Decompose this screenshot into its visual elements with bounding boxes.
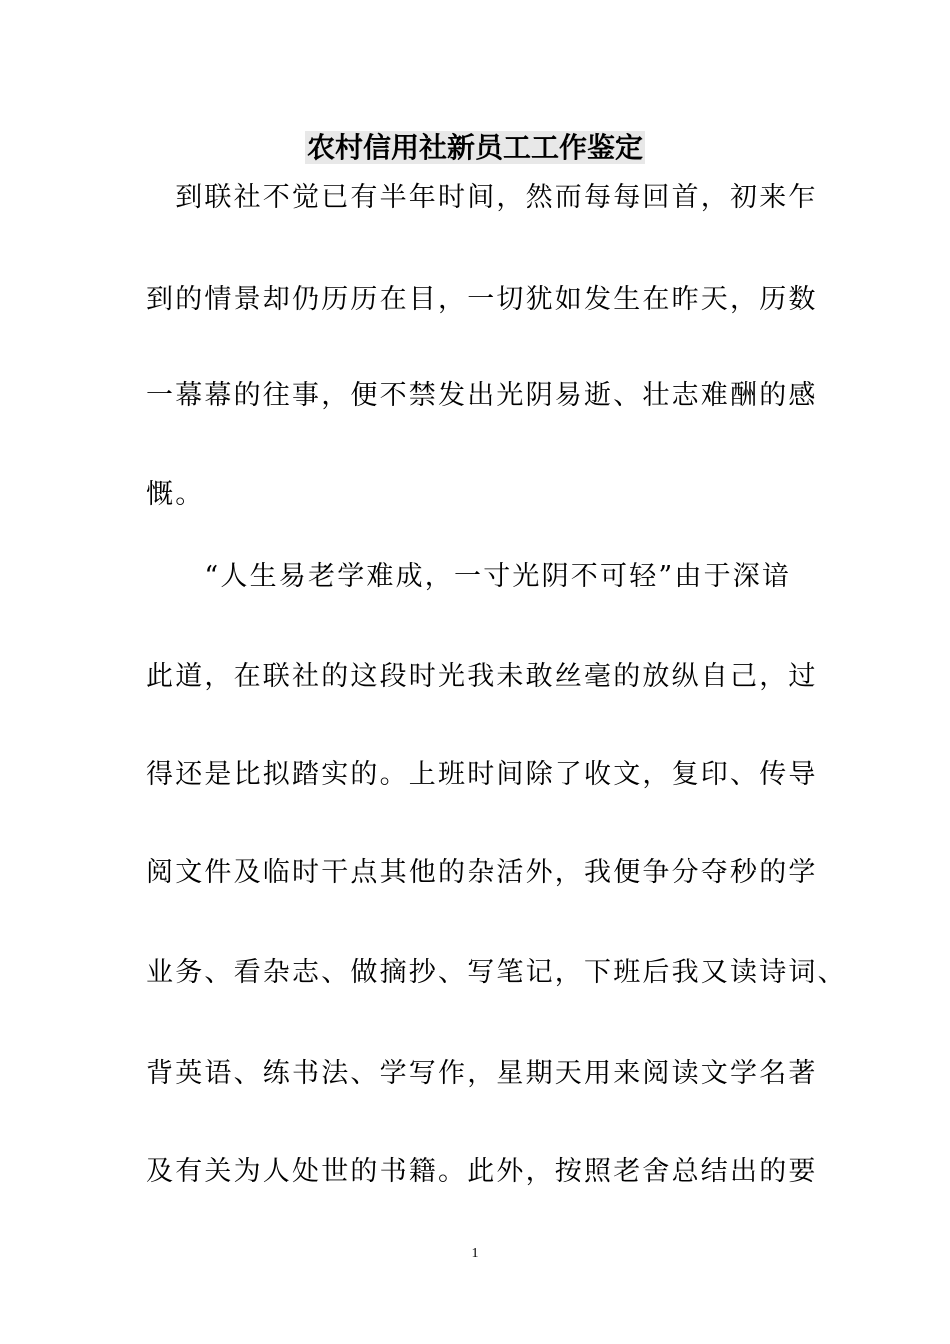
body-line: “人生易老学难成，一寸光阴不可轻”由于深谙 — [146, 561, 792, 592]
body-line: 得还是比拟踏实的。上班时间除了收文，复印、传导 — [146, 759, 818, 790]
body-line: 到联社不觉已有半年时间，然而每每回首，初来乍 — [146, 182, 818, 213]
body-line: 业务、看杂志、做摘抄、写笔记，下班后我又读诗词、 — [146, 957, 847, 988]
body-line: 阅文件及临时干点其他的杂活外，我便争分夺秒的学 — [146, 857, 818, 888]
document-title — [0, 128, 950, 168]
body-line: 到的情景却仍历历在目，一切犹如发生在昨天，历数 — [146, 284, 818, 315]
body-line: 一幕幕的往事，便不禁发出光阴易逝、壮志难酬的感 — [146, 380, 818, 411]
document-title-text: 农村信用社新员工工作鉴定 — [306, 131, 643, 164]
body-line: 背英语、练书法、学写作，星期天用来阅读文学名著 — [146, 1058, 818, 1089]
body-line: 慨。 — [146, 479, 205, 510]
page-number: 1 — [471, 1246, 479, 1261]
body-line: 此道，在联社的这段时光我未敢丝毫的放纵自己，过 — [146, 661, 818, 692]
body-line: 及有关为人处世的书籍。此外，按照老舍总结出的要 — [146, 1156, 818, 1187]
